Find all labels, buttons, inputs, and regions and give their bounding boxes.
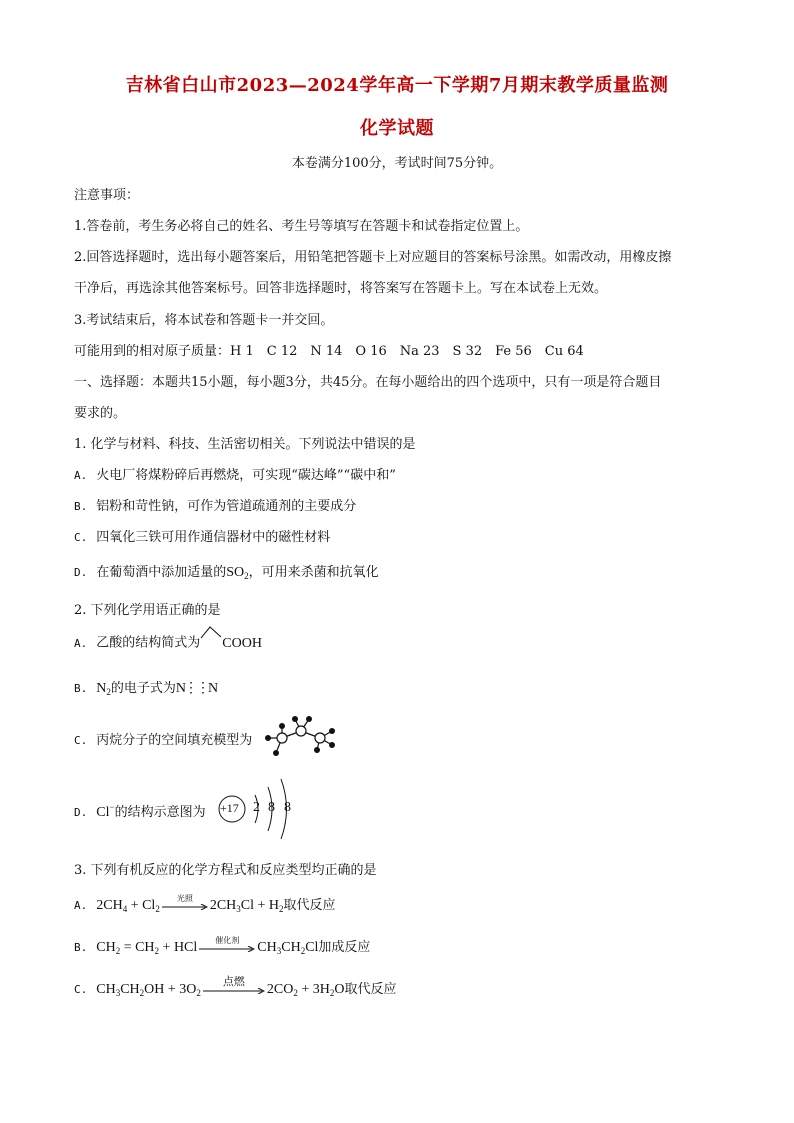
n2-electron-formula: N⋮⋮N	[175, 681, 217, 696]
note-1: 1.答卷前，考生务必将自己的姓名、考生号等填写在答题卡和试卷指定位置上。	[74, 219, 529, 234]
q2-b-text: 的电子式为	[110, 681, 176, 696]
q3-option-a	[74, 894, 336, 914]
q1-option-b	[74, 495, 356, 514]
q2-d-text: 的结构示意图为	[114, 805, 206, 820]
q3-c-products: $2CO_2 + 3H_2O$	[266, 982, 345, 998]
q3-stem: 3. 下列有机反应的化学方程式和反应类型均正确的是	[74, 863, 377, 878]
atomic-masses: 可能用到的相对原子质量：H 1 C 12 N 14 O 16 Na 23 S 32 Fe 56 Cu 64	[74, 344, 584, 359]
chloride-ion-diagram	[215, 777, 305, 841]
section-heading-a: 一、选择题：本题共15小题，每小题3分，共45分。在每小题给出的四个选项中，只有一项是符合题目	[74, 375, 662, 390]
q2-d-label: D.	[74, 806, 88, 819]
q2-c-label: C.	[74, 734, 88, 747]
q3-a-label: A.	[74, 899, 88, 912]
q1-d-pre: 在葡萄酒中添加适量的	[96, 565, 227, 580]
q3-b-reactants: $CH_2 = CH_2$ + HCl	[96, 940, 198, 956]
q2-option-d	[74, 801, 206, 821]
q2-option-b	[74, 677, 216, 697]
reaction-arrow-icon: 催化剂	[199, 941, 255, 955]
q3-a-type: 取代反应	[283, 898, 336, 913]
q1-d-label: D.	[74, 566, 88, 579]
q1-stem: 1. 化学与材料、科技、生活密切相关。下列说法中错误的是	[74, 437, 416, 452]
q2-option-c	[74, 729, 252, 748]
q2-option-a	[74, 630, 262, 656]
q2-c-text: 丙烷分子的空间填充模型为	[96, 733, 253, 748]
q1-option-a	[74, 464, 396, 483]
q3-a-reactants: $2CH_4 + Cl_2$	[96, 898, 160, 914]
q2-b-formula: $N_2$	[96, 681, 111, 697]
q1-a-text: 火电厂将煤粉碎后再燃烧，可实现“碳达峰”“碳中和”	[96, 468, 396, 483]
nucleus-charge: +17	[220, 801, 239, 815]
q3-b-type: 加成反应	[318, 940, 371, 955]
q2-b-label: B.	[74, 682, 88, 695]
q2-a-text: 乙酸的结构简式为	[96, 635, 201, 651]
q1-c-label: C.	[74, 531, 88, 544]
shell-2-count: 8	[268, 800, 275, 815]
q2-a-label: A.	[74, 636, 88, 650]
q3-c-reactants: $CH_3CH_2OH + 3O_2$	[96, 982, 201, 998]
subject-title: 化学试题	[360, 118, 434, 139]
q3-b-products: $CH_3CH_2Cl$	[257, 940, 319, 956]
exam-title: 吉林省白山市2023—2024学年高一下学期7月期末教学质量监测	[125, 75, 669, 96]
notes-heading: 注意事项：	[74, 188, 140, 203]
q1-b-text: 铝粉和苛性钠，可作为管道疏通剂的主要成分	[96, 499, 357, 514]
note-3: 3.考试结束后，将本试卷和答题卡一并交回。	[74, 313, 334, 328]
propane-model-icon	[260, 712, 340, 758]
q1-d-formula: $SO_2$	[226, 565, 249, 581]
q1-c-text: 四氧化三铁可用作通信器材中的磁性材料	[96, 530, 331, 545]
q1-a-label: A.	[74, 469, 88, 482]
acetic-acid-skeletal	[200, 630, 262, 656]
q3-a-products: $2CH_3Cl + H_2$	[209, 898, 284, 914]
q3-option-c	[74, 974, 397, 998]
q2-d-ion: Cl−	[96, 802, 115, 820]
exam-info: 本卷满分100分，考试时间75分钟。	[291, 156, 503, 171]
carboxyl-group: COOH	[222, 636, 262, 651]
q3-option-b	[74, 936, 370, 956]
shell-3-count: 8	[284, 800, 291, 815]
q1-option-c	[74, 526, 330, 545]
reaction-arrow-icon: 点燃	[203, 983, 265, 997]
q1-d-post: ，可用来杀菌和抗氧化	[248, 565, 379, 580]
skeletal-bond-lines	[200, 624, 222, 640]
q3-c-type: 取代反应	[344, 982, 397, 997]
shell-1-count: 2	[253, 800, 260, 815]
note-2b: 干净后，再选涂其他答案标号。回答非选择题时，将答案写在答题卡上。写在本试卷上无效。	[74, 281, 608, 296]
q2-stem: 2. 下列化学用语正确的是	[74, 603, 221, 618]
q3-b-label: B.	[74, 941, 88, 954]
q3-c-label: C.	[74, 983, 88, 996]
q1-b-label: B.	[74, 500, 88, 513]
reaction-arrow-icon: 光照	[162, 899, 208, 913]
note-2a: 2.回答选择题时，选出每小题答案后，用铅笔把答题卡上对应题目的答案标号涂黑。如需改动，用橡皮擦	[74, 250, 672, 265]
section-heading-b: 要求的。	[74, 406, 127, 421]
q1-option-d	[74, 561, 379, 581]
